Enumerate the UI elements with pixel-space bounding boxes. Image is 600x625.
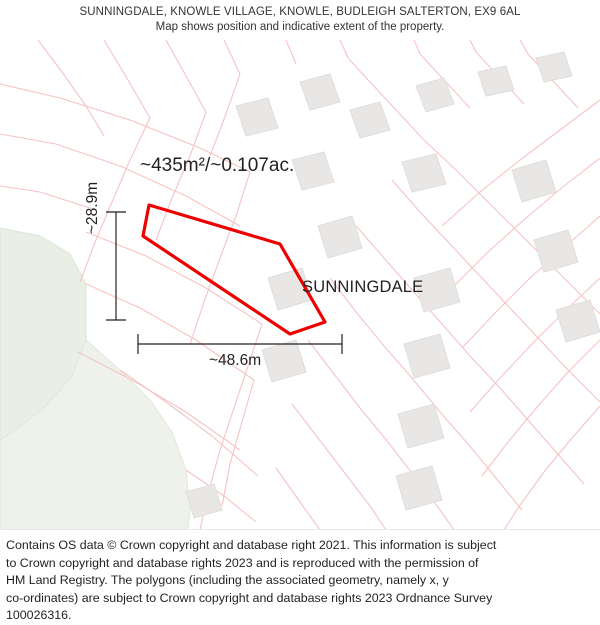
page-subtitle: Map shows position and indicative extent of the property. [155,21,445,33]
copyright-line-3: HM Land Registry. The polygons (including the associated geometry, namely x, y [6,573,449,587]
copyright-line-2: to Crown copyright and database rights 2023 and is reproduced with the permission of [6,555,479,570]
copyright-line-1: Contains OS data © Crown copyright and database right 2021. This information is subject [6,538,497,552]
map-vector-layer [0,40,600,530]
copyright-footer [0,530,600,625]
area-label: ~435m²/~0.107ac. [140,155,295,176]
estate-name-label: SUNNINGDALE [302,278,424,296]
width-measurement-label: ~48.6m [209,352,262,369]
map-canvas[interactable] [0,40,600,530]
page-title: SUNNINGDALE, KNOWLE VILLAGE, KNOWLE, BUDLEIGH SALTERTON, EX9 6AL [79,6,521,18]
height-measurement-label: ~28.9m [84,181,101,234]
map-header [0,0,600,40]
copyright-line-5: 100026316. [6,608,72,622]
copyright-line-4: co-ordinates) are subject to Crown copyright and database rights 2023 Ordnance Survey [6,590,493,605]
